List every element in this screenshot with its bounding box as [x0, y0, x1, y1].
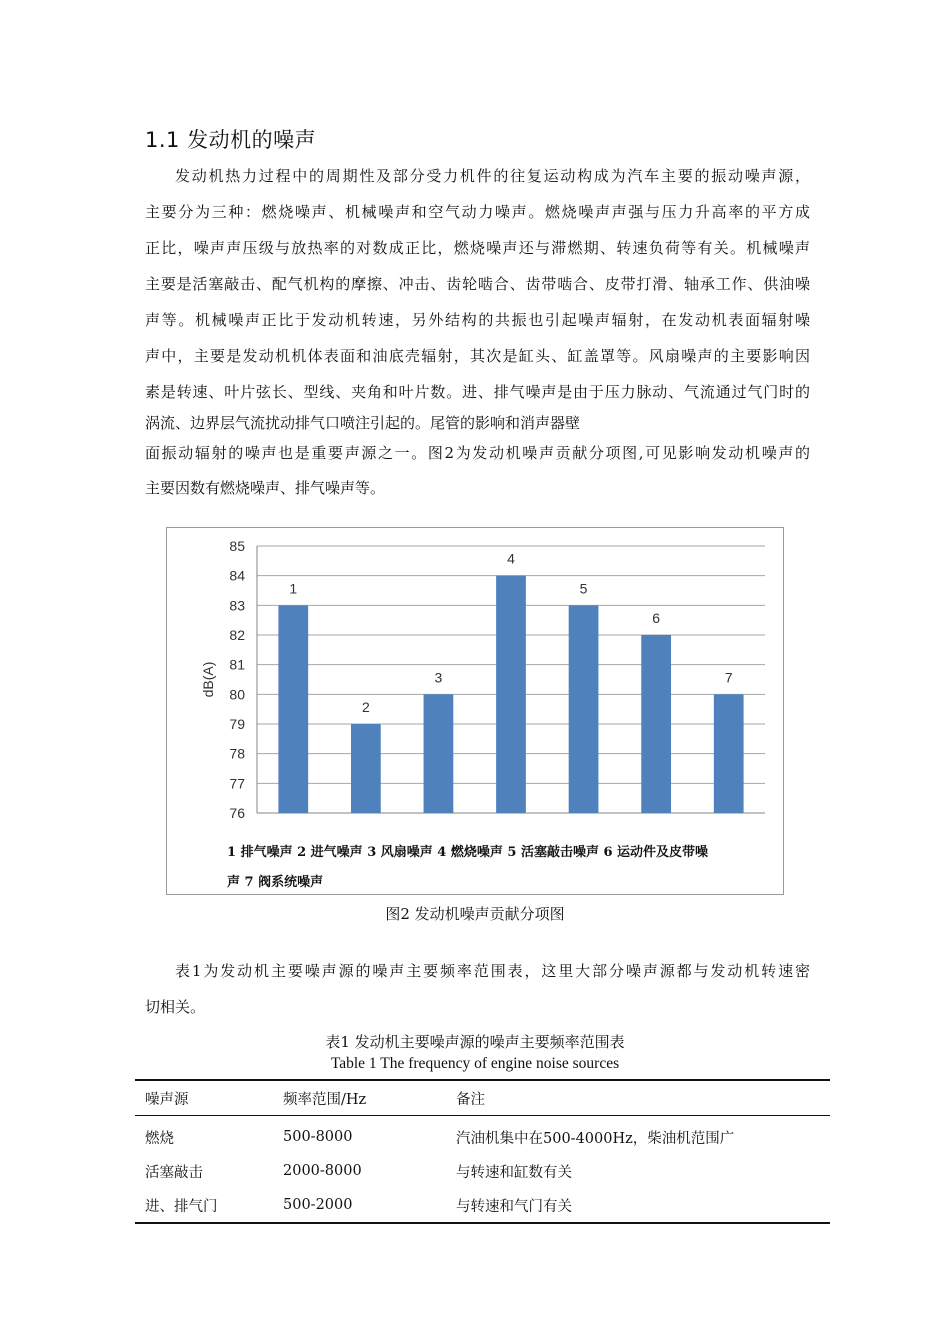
- table-cell: 进、排气门: [135, 1188, 273, 1223]
- bar: [569, 605, 599, 813]
- header-cell: 备注: [446, 1080, 830, 1116]
- y-tick-label: 84: [229, 567, 245, 584]
- table-intro-paragraph: [145, 953, 810, 1025]
- table-header-row: [135, 1080, 830, 1116]
- paragraph-line: 声等。机械噪声正比于发动机转速，另外结构的共振也引起噪声辐射，在发动机表面辐射噪: [145, 311, 810, 329]
- header-cell: 噪声源: [135, 1080, 273, 1116]
- y-tick-label: 82: [229, 627, 245, 643]
- table-cell: 2000-8000: [283, 1163, 362, 1179]
- paragraph-line: 正比，噪声声压级与放热率的对数成正比，燃烧噪声还与滞燃期、转速负荷等有关。机械噪声: [145, 239, 810, 257]
- paragraph-line: 表1为发动机主要噪声源的噪声主要频率范围表，这里大部分噪声源都与发动机转速密: [175, 962, 810, 980]
- table-row: [135, 1154, 830, 1188]
- bar: [278, 605, 308, 813]
- table-cell: 燃烧: [145, 1130, 174, 1147]
- table-row: [135, 1188, 830, 1223]
- bar-data-label: 5: [579, 580, 588, 597]
- table-cell: 500-2000: [273, 1188, 446, 1223]
- legend-line: 1 排气噪声 2 进气噪声 3 风扇噪声 4 燃烧噪声 5 活塞敲击噪声 6 运动件及皮带噪: [227, 845, 709, 860]
- bar: [351, 724, 381, 813]
- header-cell: 频率范围/Hz: [273, 1080, 446, 1116]
- bar-data-label: 3: [434, 669, 443, 686]
- bar: [641, 635, 671, 813]
- table-caption-en: Table 1 The frequency of engine noise sources: [330, 1055, 620, 1072]
- paragraph-line: 发动机热力过程中的周期性及部分受力机件的往复运动构成为汽车主要的振动噪声源，: [175, 167, 810, 185]
- bar: [496, 576, 526, 813]
- paragraph-line: 面振动辐射的噪声也是重要声源之一。图2为发动机噪声贡献分项图,可见影响发动机噪声的: [145, 444, 810, 462]
- y-axis-label: dB(A): [200, 661, 216, 698]
- table-cell: 汽油机集中在500-4000Hz，柴油机范围广: [456, 1130, 735, 1147]
- paragraph-line: 素是转速、叶片弦长、型线、夹角和叶片数。进、排气噪声是由于压力脉动、气流通过气门时的: [145, 383, 810, 401]
- table-row: [135, 1116, 830, 1155]
- y-tick-label: 78: [229, 745, 245, 762]
- legend-line: 声 7 阀系统噪声: [227, 875, 324, 890]
- bar-data-label: 7: [724, 669, 733, 686]
- table-cell: 与转速和缸数有关: [456, 1164, 572, 1181]
- y-tick-label: 79: [229, 716, 245, 732]
- y-tick-label: 83: [229, 597, 245, 614]
- chart-legend: [227, 838, 782, 898]
- y-tick-label: 85: [229, 538, 245, 554]
- paragraph-line: 切相关。: [145, 998, 206, 1016]
- section-heading: 1.1 发动机的噪声: [145, 128, 317, 152]
- figure-caption: 图2 发动机噪声贡献分项图: [385, 905, 565, 923]
- intro-paragraph: [145, 158, 810, 506]
- noise-frequency-table: [135, 1079, 830, 1224]
- noise-contribution-chart: [166, 527, 784, 895]
- bar: [714, 694, 744, 813]
- bar-data-label: 1: [289, 580, 298, 597]
- y-tick-label: 77: [229, 775, 245, 792]
- bar: [424, 694, 454, 813]
- paragraph-line: 涡流、边界层气流扰动排气口喷注引起的。尾管的影响和消声器壁: [145, 414, 581, 432]
- bar-data-label: 4: [507, 550, 515, 567]
- bar-data-label: 6: [652, 610, 661, 626]
- y-tick-label: 81: [229, 656, 245, 673]
- paragraph-line: 声中，主要是发动机机体表面和油底壳辐射，其次是缸头、缸盖罩等。风扇噪声的主要影响因: [145, 347, 810, 365]
- table-cell: 与转速和气门有关: [446, 1188, 830, 1223]
- table-cell: 活塞敲击: [145, 1164, 203, 1181]
- y-tick-label: 80: [229, 686, 245, 703]
- table-caption-cn: 表1 发动机主要噪声源的噪声主要频率范围表: [325, 1033, 625, 1051]
- paragraph-line: 主要因数有燃烧噪声、排气噪声等。: [145, 479, 386, 497]
- table-cell: 500-8000: [283, 1129, 353, 1145]
- y-tick-label: 76: [229, 805, 245, 821]
- bar-data-label: 2: [361, 699, 370, 715]
- paragraph-line: 主要是活塞敲击、配气机构的摩擦、冲击、齿轮啮合、齿带啮合、皮带打滑、轴承工作、供油噪: [145, 275, 810, 293]
- paragraph-line: 主要分为三种：燃烧噪声、机械噪声和空气动力噪声。燃烧噪声声强与压力升高率的平方成: [145, 203, 810, 221]
